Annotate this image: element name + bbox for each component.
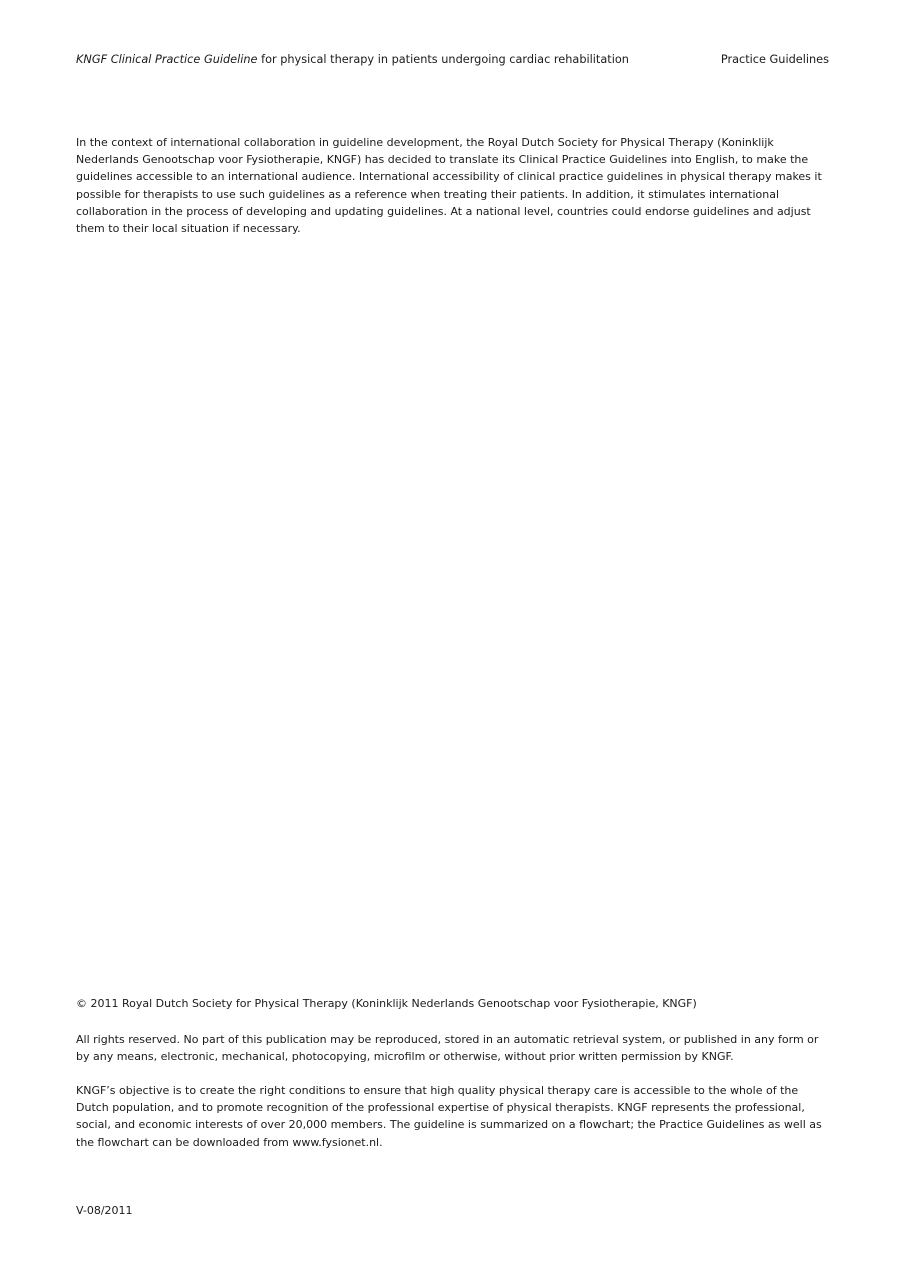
copyright-notice: © 2011 Royal Dutch Society for Physical Therapy (Koninklijk Nederlands Genootschap voor Fysiotherapie, KNGF) (76, 997, 697, 1010)
running-header (76, 52, 829, 68)
header-title-rest: for physical therapy in patients undergoing cardiac rehabilitation (257, 53, 629, 66)
header-section: Practice Guidelines (720, 53, 829, 66)
header-title-italic: KNGF Clinical Practice Guideline (76, 53, 258, 66)
rights-reserved-paragraph: All rights reserved. No part of this publication may be reproduced, stored in an automatic retrieval system, or published in any form or by any means, electronic, mechanical, photocopying, microfilm or otherwise, without prior written permission by KNGF. (76, 1033, 819, 1064)
header-title (76, 52, 629, 68)
kngf-objective-paragraph: KNGF’s objective is to create the right conditions to ensure that high quality physical therapy care is accessible to the whole of the Dutch population, and to promote recognition of the professional expertise of physical therapists. KNGF represents the professional, social, and economic interests of over 20,000 members. The guideline is summarized on a flowchart; the Practice Guidelines as well as the flowchart can be downloaded from www.fysionet.nl. (76, 1084, 822, 1149)
intro-paragraph: In the context of international collaboration in guideline development, the Royal Dutch Society for Physical Therapy (Koninklijk Nederlands Genootschap voor Fysiotherapie, KNGF) has decided to translate its Clinical Practice Guidelines into English, to make the guidelines accessible to an international audience. International accessibility of clinical practice guidelines in physical therapy makes it possible for therapists to use such guidelines as a reference when treating their patients. In addition, it stimulates international collaboration in the process of developing and updating guidelines. At a national level, countries could endorse guidelines and adjust them to their local situation if necessary. (76, 136, 822, 236)
version-label: V-08/2011 (76, 1204, 133, 1217)
